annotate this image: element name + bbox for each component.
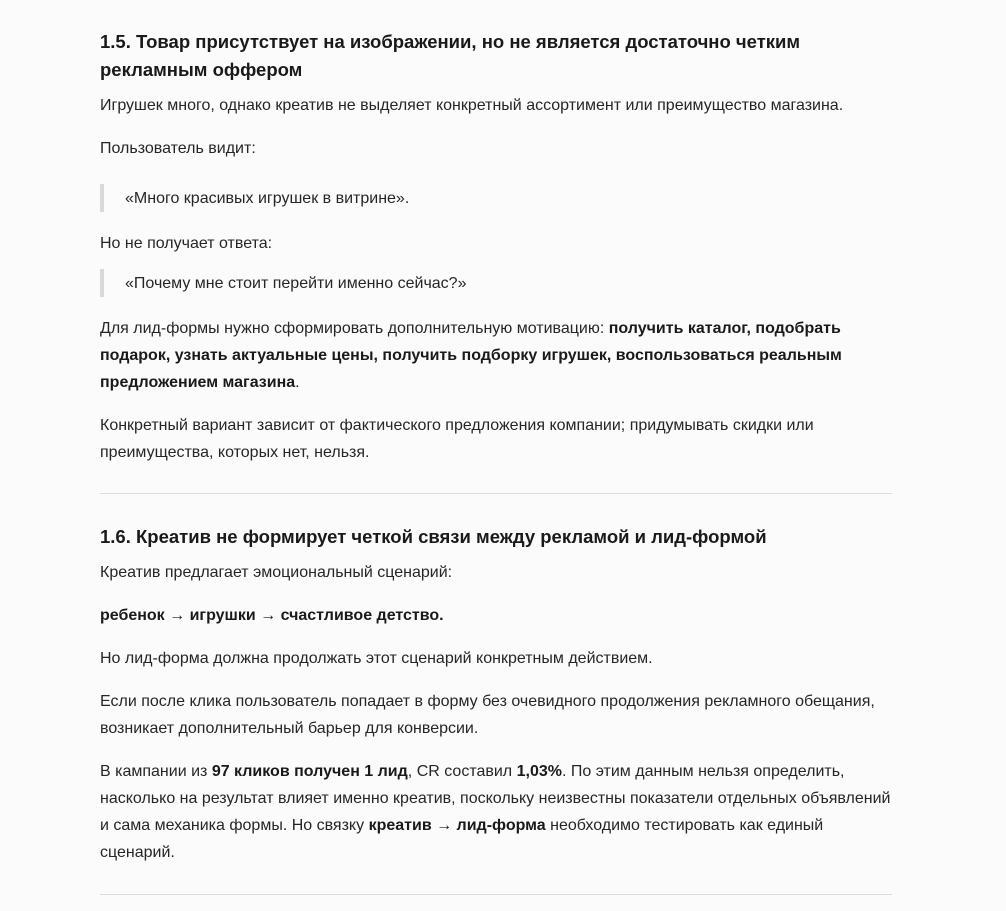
paragraph-emphasis: креатив → лид-форма (368, 817, 546, 834)
section-divider (100, 493, 892, 494)
section-1-6-paragraph-2 (100, 602, 892, 629)
section-1-5-paragraph-2: Пользователь видит: (100, 140, 256, 157)
section-1-5-paragraph-4 (100, 315, 892, 396)
section-1-6-paragraph-1: Креатив предлагает эмоциональный сценарий: (100, 564, 453, 581)
section-1-5-paragraph-5: Конкретный вариант зависит от фактического предложения компании; придумывать скидки или преимущества, которых нет, нельзя. (100, 417, 814, 461)
section-1-6-paragraph-4: Если после клика пользователь попадает в форму без очевидного продолжения рекламного обещания, возникает дополнительный барьер для конверсии. (100, 693, 875, 737)
section-1-5-title: 1.5. Товар присутствует на изображении, но не является достаточно четким рекламным оффером (100, 31, 801, 80)
paragraph-emphasis: 1,03% (516, 763, 562, 780)
paragraph-emphasis: 97 кликов получен 1 лид (211, 763, 408, 780)
paragraph-emphasis: получить каталог, подобрать подарок, узнать актуальные цены, получить подборку игрушек, воспользоваться реальным предложением магазина (100, 320, 842, 391)
paragraph-text: . По этим данным нельзя определить, насколько на результат влияет именно креатив, поскольку неизвестны показатели отдельных объявлений и сама механика формы. Но связку (100, 763, 891, 834)
section-1-6-title: 1.6. Креатив не формирует четкой связи между рекламой и лид-формой (100, 526, 767, 547)
paragraph-text: Для лид-формы нужно сформировать дополнительную мотивацию: (100, 320, 609, 337)
paragraph-emphasis: ребенок → игрушки → счастливое детство. (100, 607, 444, 624)
blockquote-text: «Почему мне стоит перейти именно сейчас?» (125, 274, 467, 292)
blockquote-text: «Много красивых игрушек в витрине». (125, 189, 410, 207)
section-1-6 (100, 523, 892, 866)
paragraph-text: необходимо тестировать как единый сценарий. (100, 817, 824, 861)
article-body (100, 0, 892, 895)
paragraph-text: . (295, 374, 300, 391)
section-1-5-paragraph-3: Но не получает ответа: (100, 235, 273, 252)
section-divider (100, 894, 892, 895)
section-1-5 (100, 0, 892, 466)
section-1-5-blockquote-1 (100, 184, 892, 212)
section-1-5-paragraph-1: Игрушек много, однако креатив не выделяет конкретный ассортимент или преимущество магазина. (100, 97, 844, 114)
section-1-6-paragraph-5 (100, 758, 892, 866)
section-1-5-blockquote-2 (100, 269, 892, 297)
section-1-6-paragraph-3: Но лид-форма должна продолжать этот сценарий конкретным действием. (100, 650, 653, 667)
paragraph-text: В кампании из (100, 763, 212, 780)
paragraph-text: , CR составил (407, 763, 517, 780)
